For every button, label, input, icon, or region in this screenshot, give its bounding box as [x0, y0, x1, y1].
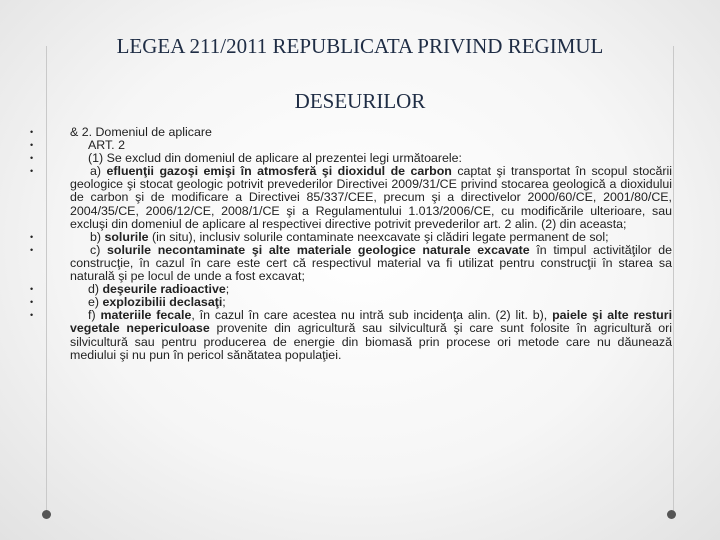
bullet-marker: • [30, 284, 34, 295]
list-item-text [70, 138, 125, 152]
bullet-marker: • [30, 140, 34, 151]
list-item-text [70, 243, 672, 283]
list-item-text [70, 230, 609, 244]
bullet-marker: • [30, 166, 34, 177]
list-item-text [70, 295, 226, 309]
list-item-text [70, 125, 212, 139]
bullet-list [30, 126, 672, 362]
text-run: , în cazul în care acestea nu intră sub incidenţa alin. (2) lit. b), [191, 308, 553, 323]
slide-title-line-1: LEGEA 211/2011 REPUBLICATA PRIVIND REGIMUL [116, 34, 604, 58]
bold-text: solurile [104, 229, 149, 244]
bullet-marker: • [30, 231, 34, 242]
bold-text: deşeurile radioactive [102, 282, 226, 297]
bullet-marker: • [30, 153, 34, 164]
bold-text: solurile necontaminate şi alte materiale geologice naturale excavate [107, 242, 530, 257]
text-run: & 2. Domeniul de aplicare [70, 125, 212, 139]
frame-corner-dot-right [667, 510, 676, 519]
list-item-text [70, 308, 672, 361]
bullet-marker: • [30, 310, 34, 321]
list-item [30, 165, 672, 230]
frame-corner-dot-left [42, 510, 51, 519]
text-run: ART. 2 [88, 138, 125, 153]
list-item [30, 309, 672, 361]
text-run: a) [90, 164, 107, 179]
bold-text: paiele şi alte resturi vegetale nepericuloase [70, 308, 673, 336]
text-run: în timpul activităţilor de construcţie, în cazul în care este cert că respectivul material va fi utilizat pentru construcţii în starea sa naturală şi pe locul de unde a fost excavat; [70, 242, 673, 284]
list-item-text [70, 151, 462, 165]
bullet-marker: • [30, 127, 34, 137]
text-run: e) [88, 295, 103, 310]
bullet-marker: • [30, 244, 34, 255]
text-run: captat şi transportat în scopul stocării geologice şi stocat geologic potrivit prevederilor Directivei 2009/31/CE privind stocarea geologică a dioxidului de carbon şi de modificare a Directivei 85/337/CEE, precum şi a directivelor 2000/60/CE, 2001/80/CE, 2004/35/CE, 2006/12/CE, 2008/1/CE şi a Regulamentului 1.013/2006/CE, cu modificările ulterioare, sau excluşi din domeniul de aplicare al respectivei directive potrivit prevederilor art. 2 alin. (2) din aceasta; [70, 164, 672, 231]
list-item-text [70, 164, 672, 230]
slide-title-line-2: DESEURILOR [294, 89, 426, 113]
text-run: f) [88, 308, 101, 323]
bullet-marker: • [30, 297, 34, 308]
bold-text: explozibilii declasaţi [102, 295, 223, 310]
text-run: c) [90, 242, 107, 257]
text-run: ; [222, 295, 226, 310]
text-run: d) [88, 282, 103, 297]
bold-text: materiile fecale [100, 308, 192, 323]
text-run: provenite din agricultură sau silvicultură şi care sunt folosite în agricultură ori silvicultură sau pentru producerea de energie din biomasă prin procese ori metode care nu dăunează mediului şi nu pun în pericol sănătatea populaţiei. [70, 321, 673, 362]
list-item-text [70, 282, 229, 296]
text-run: (in situ), inclusiv solurile contaminate neexcavate şi clădiri legate permanent de sol; [148, 229, 609, 244]
list-item [30, 126, 672, 139]
text-run: b) [90, 229, 105, 244]
text-run: ; [225, 282, 230, 297]
text-run: (1) Se exclud din domeniul de aplicare al prezentei legi următoarele: [88, 151, 462, 166]
list-item [30, 244, 672, 283]
bold-text: efluenţii gazoşi emişi în atmosferă şi dioxidul de carbon [106, 164, 452, 179]
